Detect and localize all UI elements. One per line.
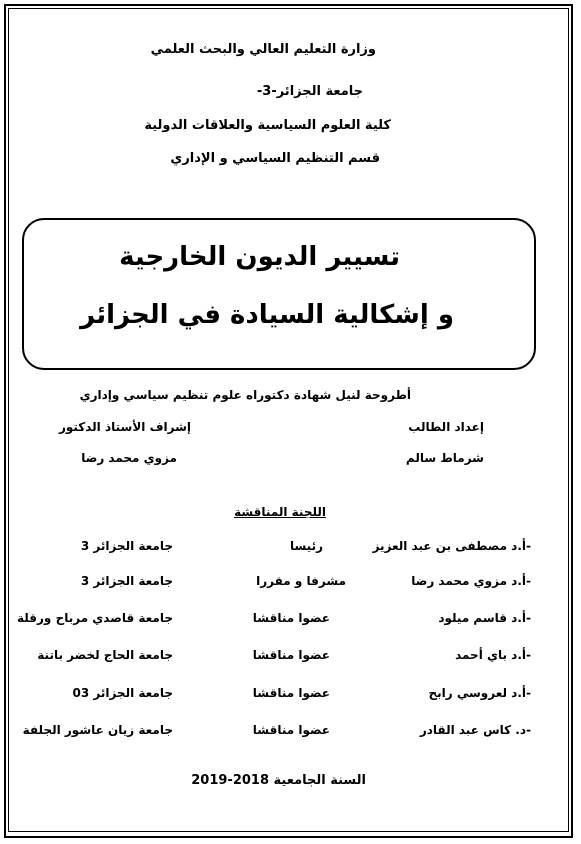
member-institution: جامعة قاصدي مرباح ورقلة — [16, 611, 173, 625]
member-role: رئيسا — [289, 539, 323, 553]
member-institution: جامعة الجزائر 3 — [80, 539, 173, 553]
member-name: -د. كاس عبد القادر — [419, 723, 531, 737]
member-role: عضوا مناقشا — [252, 611, 330, 625]
student-label: إعداد الطالب — [408, 420, 484, 434]
member-institution: جامعة زيان عاشور الجلفة — [22, 723, 173, 737]
ministry-name: وزارة التعليم العالي والبحث العلمي — [150, 42, 376, 57]
committee-member-row — [0, 574, 581, 594]
supervisor-name: مزوي محمد رضا — [81, 451, 177, 465]
member-role: عضوا مناقشا — [252, 723, 330, 737]
member-role: عضوا مناقشا — [252, 686, 330, 700]
member-name: -أ.د مزوي محمد رضا — [411, 574, 531, 588]
thesis-title-line-2: و إشكالية السيادة في الجزائر — [80, 300, 454, 330]
faculty-name: كلية العلوم السياسية والعلاقات الدولية — [144, 118, 391, 133]
member-name: -أ.د مصطفى بن عبد العزيز — [372, 539, 531, 553]
committee-member-row — [0, 648, 581, 668]
university-name: جامعة الجزائر-3- — [256, 84, 363, 99]
department-name: قسم التنظيم السياسي و الإداري — [170, 151, 380, 166]
member-role: عضوا مناقشا — [252, 648, 330, 662]
thesis-type: أطروحة لنيل شهادة دكتوراه علوم تنظيم سياسي وإداري — [79, 388, 411, 402]
thesis-title-box — [22, 218, 536, 370]
member-institution: جامعة الجزائر 03 — [72, 686, 173, 700]
committee-member-row — [0, 611, 581, 631]
student-name: شرماط سالم — [405, 451, 484, 465]
member-name: -أ.د قاسم ميلود — [438, 611, 531, 625]
academic-year: السنة الجامعية 2018-2019 — [191, 773, 366, 788]
committee-heading: اللجنة المناقشة — [234, 505, 326, 519]
committee-member-row — [0, 539, 581, 559]
member-institution: جامعة الجزائر 3 — [80, 574, 173, 588]
member-name: -أ.د لعروسي رابح — [428, 686, 531, 700]
supervisor-label: إشراف الأستاذ الدكتور — [58, 420, 191, 434]
committee-member-row — [0, 686, 581, 706]
thesis-title-line-1: تسيير الديون الخارجية — [119, 242, 400, 272]
member-institution: جامعة الحاج لخضر باتنة — [37, 648, 173, 662]
member-name: -أ.د باي أحمد — [455, 648, 531, 662]
member-role: مشرفا و مقررا — [256, 574, 346, 588]
committee-member-row — [0, 723, 581, 743]
